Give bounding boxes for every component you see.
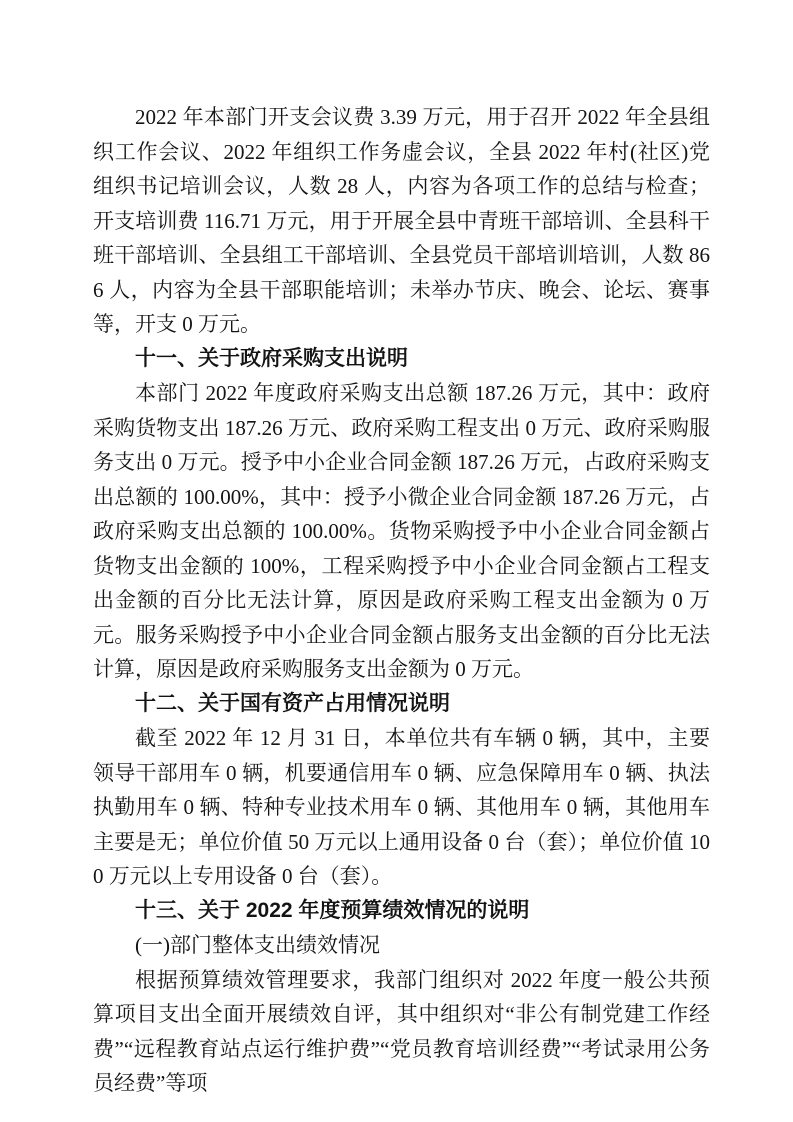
sub-heading-department-overall-performance: (一)部门整体支出绩效情况 bbox=[135, 933, 380, 957]
paragraph-state-owned-assets-detail: 截至 2022 年 12 月 31 日，本单位共有车辆 0 辆，其中，主要领导干部用车 0 辆，机要通信用车 0 辆、应急保障用车 0 辆、执法执勤用车 0 辆、特种专业技术用车 0 辆、其他用车 0 辆，其他用车主要是无；单位价值 50 万元以上通用设备 0 台（套）；单位价值 100 万元以上专用设备 0 台（套）。 bbox=[93, 726, 710, 888]
paragraph-performance-self-evaluation: 根据预算绩效管理要求，我部门组织对 2022 年度一般公共预算项目支出全面开展绩效自评，其中组织对“非公有制党建工作经费”“远程教育站点运行维护费”“党员教育培训经费”“考试录用公务员经费”等项 bbox=[93, 967, 710, 1095]
section-heading-11-government-procurement: 十一、关于政府采购支出说明 bbox=[135, 346, 408, 370]
document-body bbox=[93, 100, 710, 1101]
paragraph-government-procurement-detail: 本部门 2022 年度政府采购支出总额 187.26 万元，其中：政府采购货物支出 187.26 万元、政府采购工程支出 0 万元、政府采购服务支出 0 万元。授予中小企业合同金额 187.26 万元，占政府采购支出总额的 100.00%，其中：授予小微企业合同金额 187.26 万元，占政府采购支出总额的 100.00%。货物采购授予中小企业合同金额占货物支出金额的 100%，工程采购授予中小企业合同金额占工程支出金额的百分比无法计算，原因是政府采购工程支出金额为 0 万元。服务采购授予中小企业合同金额占服务支出金额的百分比无法计算，原因是政府采购服务支出金额为 0 万元。 bbox=[93, 381, 710, 681]
paragraph-meeting-and-training-expense: 2022 年本部门开支会议费 3.39 万元，用于召开 2022 年全县组织工作会议、2022 年组织工作务虚会议，全县 2022 年村(社区)党组织书记培训会议，人数 28 人，内容为各项工作的总结与检查；开支培训费 116.71 万元，用于开展全县中青班干部培训、全县科干班干部培训、全县组工干部培训、全县党员干部培训培训，人数 866 人，内容为全县干部职能培训；未举办节庆、晚会、论坛、赛事等，开支 0 万元。 bbox=[93, 105, 710, 336]
section-heading-13-budget-performance: 十三、关于 2022 年度预算绩效情况的说明 bbox=[135, 898, 530, 922]
section-heading-12-state-owned-assets: 十二、关于国有资产占用情况说明 bbox=[135, 691, 450, 715]
